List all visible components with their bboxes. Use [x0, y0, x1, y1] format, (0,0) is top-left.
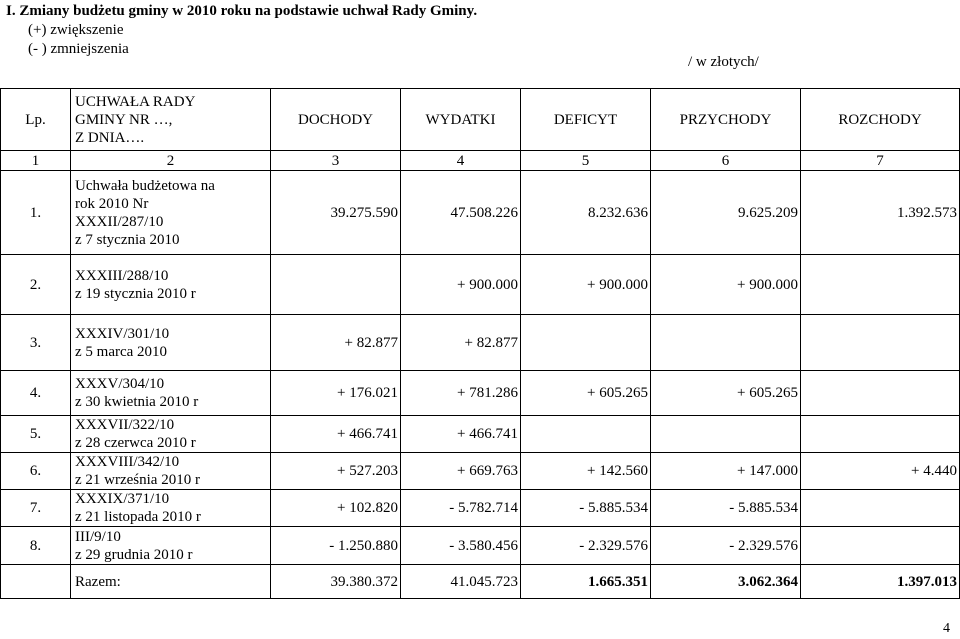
row-przychody	[651, 315, 801, 371]
row-przychody: + 147.000	[651, 453, 801, 490]
table-row	[1, 416, 960, 453]
header-wydatki: WYDATKI	[401, 89, 521, 151]
header-uchwala-line: GMINY NR …,	[75, 111, 173, 128]
row-rozchody	[801, 416, 960, 453]
row-wydatki: + 781.286	[401, 371, 521, 416]
row-dochody: + 82.877	[271, 315, 401, 371]
row-resolution	[71, 255, 271, 315]
row-resolution-line: z 21 września 2010 r	[75, 472, 200, 488]
column-number: 5	[521, 151, 651, 171]
row-wydatki: + 82.877	[401, 315, 521, 371]
header-deficyt: DEFICYT	[521, 89, 651, 151]
total-deficyt: 1.665.351	[521, 565, 651, 599]
unit-label: / w złotych/	[688, 54, 759, 70]
row-lp: 5.	[1, 416, 71, 453]
row-rozchody	[801, 255, 960, 315]
table-row	[1, 171, 960, 255]
row-dochody	[271, 255, 401, 315]
header-uchwala-line: Z DNIA….	[75, 129, 145, 146]
row-dochody: + 527.203	[271, 453, 401, 490]
row-resolution	[71, 416, 271, 453]
header-dochody: DOCHODY	[271, 89, 401, 151]
table-row	[1, 371, 960, 416]
row-wydatki: + 466.741	[401, 416, 521, 453]
header-uchwala	[71, 89, 271, 151]
row-resolution	[71, 315, 271, 371]
row-resolution	[71, 490, 271, 527]
table-header-row	[1, 89, 960, 151]
row-deficyt	[521, 315, 651, 371]
row-przychody: - 2.329.576	[651, 527, 801, 565]
row-przychody	[651, 416, 801, 453]
table-row	[1, 527, 960, 565]
row-resolution	[71, 171, 271, 255]
column-number: 2	[71, 151, 271, 171]
row-lp: 1.	[1, 171, 71, 255]
total-row	[1, 565, 960, 599]
table-row	[1, 315, 960, 371]
table-row	[1, 255, 960, 315]
header-lp: Lp.	[1, 89, 71, 151]
row-dochody: + 466.741	[271, 416, 401, 453]
row-lp: 8.	[1, 527, 71, 565]
row-resolution	[71, 371, 271, 416]
header-rozchody: ROZCHODY	[801, 89, 960, 151]
total-dochody: 39.380.372	[271, 565, 401, 599]
row-wydatki: - 3.580.456	[401, 527, 521, 565]
row-resolution-line: XXXIX/371/10	[75, 491, 170, 507]
row-lp: 2.	[1, 255, 71, 315]
total-wydatki: 41.045.723	[401, 565, 521, 599]
budget-table	[0, 88, 960, 599]
table-row	[1, 453, 960, 490]
column-number: 3	[271, 151, 401, 171]
row-resolution-line: XXXIV/301/10	[75, 325, 170, 342]
column-number: 4	[401, 151, 521, 171]
row-resolution-line: XXXII/287/10	[75, 213, 164, 230]
row-resolution-line: XXXVII/322/10	[75, 417, 175, 433]
row-wydatki: + 900.000	[401, 255, 521, 315]
column-number: 1	[1, 151, 71, 171]
row-resolution-line: III/9/10	[75, 528, 121, 545]
row-resolution-line: z 28 czerwca 2010 r	[75, 435, 196, 451]
table-row	[1, 490, 960, 527]
row-przychody: - 5.885.534	[651, 490, 801, 527]
row-rozchody	[801, 490, 960, 527]
row-resolution-line: XXXVIII/342/10	[75, 454, 180, 470]
row-resolution-line: z 21 listopada 2010 r	[75, 509, 201, 525]
row-lp: 6.	[1, 453, 71, 490]
row-deficyt: - 2.329.576	[521, 527, 651, 565]
row-lp: 4.	[1, 371, 71, 416]
total-przychody: 3.062.364	[651, 565, 801, 599]
row-przychody: 9.625.209	[651, 171, 801, 255]
column-number: 6	[651, 151, 801, 171]
total-label: Razem:	[71, 565, 271, 599]
row-rozchody	[801, 371, 960, 416]
row-resolution-line: z 29 grudnia 2010 r	[75, 546, 193, 563]
header-przychody: PRZYCHODY	[651, 89, 801, 151]
row-deficyt: 8.232.636	[521, 171, 651, 255]
row-wydatki: - 5.782.714	[401, 490, 521, 527]
row-przychody: + 605.265	[651, 371, 801, 416]
document-header	[6, 2, 477, 59]
header-uchwala-line: UCHWAŁA RADY	[75, 93, 196, 110]
row-resolution-line: XXXV/304/10	[75, 376, 165, 392]
row-dochody: 39.275.590	[271, 171, 401, 255]
row-lp: 7.	[1, 490, 71, 527]
row-resolution-line: Uchwała budżetowa na	[75, 177, 215, 194]
row-resolution-line: z 19 stycznia 2010 r	[75, 285, 196, 302]
row-rozchody: + 4.440	[801, 453, 960, 490]
row-resolution-line: z 5 marca 2010	[75, 343, 168, 360]
row-resolution-line: rok 2010 Nr	[75, 195, 149, 212]
row-dochody: - 1.250.880	[271, 527, 401, 565]
row-resolution	[71, 453, 271, 490]
column-number: 7	[801, 151, 960, 171]
row-deficyt	[521, 416, 651, 453]
row-dochody: + 176.021	[271, 371, 401, 416]
row-przychody: + 900.000	[651, 255, 801, 315]
row-rozchody	[801, 315, 960, 371]
row-deficyt: + 142.560	[521, 453, 651, 490]
row-wydatki: 47.508.226	[401, 171, 521, 255]
legend-increase: (+) zwiększenie	[28, 22, 124, 38]
row-deficyt: + 605.265	[521, 371, 651, 416]
row-resolution-line: z 30 kwietnia 2010 r	[75, 394, 199, 410]
row-lp: 3.	[1, 315, 71, 371]
column-number-row	[1, 151, 960, 171]
total-rozchody: 1.397.013	[801, 565, 960, 599]
row-deficyt: + 900.000	[521, 255, 651, 315]
row-wydatki: + 669.763	[401, 453, 521, 490]
row-rozchody	[801, 527, 960, 565]
row-deficyt: - 5.885.534	[521, 490, 651, 527]
row-rozchody: 1.392.573	[801, 171, 960, 255]
row-resolution	[71, 527, 271, 565]
page-number: 4	[943, 621, 950, 636]
row-resolution-line: XXXIII/288/10	[75, 267, 169, 284]
row-dochody: + 102.820	[271, 490, 401, 527]
row-resolution-line: z 7 stycznia 2010	[75, 231, 180, 248]
total-lp-empty	[1, 565, 71, 599]
legend-decrease: (- ) zmniejszenia	[28, 41, 129, 57]
section-title: I. Zmiany budżetu gminy w 2010 roku na podstawie uchwał Rady Gminy.	[6, 3, 478, 19]
